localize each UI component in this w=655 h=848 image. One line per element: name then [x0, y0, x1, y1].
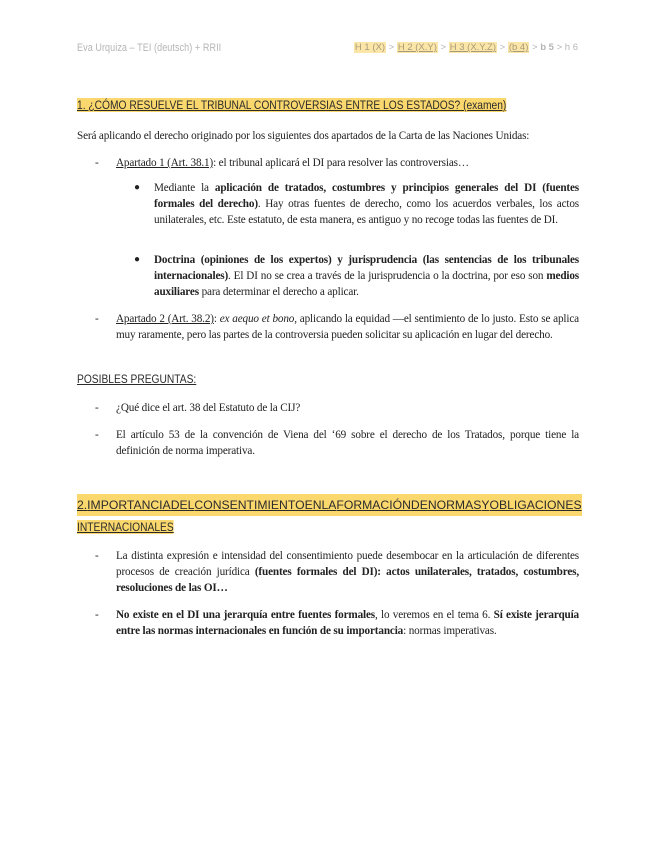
dash-marker: -: [95, 550, 99, 562]
legend-sep: >: [497, 42, 508, 53]
document-page: Eva Urquiza – TEI (deutsch) + RRII H 1 (X) > H 2 (X.Y) > H 3 (X.Y.Z) > (b 4) > b 5 > h 6 1. ¿CÓMO RESUELVE EL TRIBUNAL CONTROVERSIAS ENTRE LOS ESTADOS? (examen) Será aplicando el derecho originado por los siguientes dos apartados de la Carta de las Naciones Unidas: - Apartado 1 (Art. 38.1): el tribunal aplicará el DI para resolver las controversias… ● Mediante la aplicación de tratados, costumbres y principios generales del DI (fuentes formales del derecho). Hay otras fuentes de derecho, como los acuerdos verbales, los actos unilaterales, etc. Este estatuto, de esta manera, es antiguo y no recoge todas las fuentes de DI. ● Doctrina (opiniones de los expertos) y jurisprudencia (las sentencias de los tribunales internacionales). El DI no se crea a través de la jurisprudencia o la doctrina, por eso son medios auxiliares para determinar el derecho a aplicar. - Apartado 2 (Art. 38.2): ex aequo et bono, aplicando la equidad —el sentimiento de lo justo. Esto se aplica muy raramente, pero las partes de la controversia pueden solicitar su aplicación en lugar del derecho. POSIBLES PREGUNTAS: - ¿Qué dice el art. 38 del Estatuto de la CIJ? - El artículo 53 de la convención de Viena del ‘69 sobre el derecho de los Tratados, porque tiene la definición de norma imperativa. 2. IMPORTANCIA DEL CONSENTIMIENTO EN LA FORMACIÓN DE NORMAS Y OBLIGACIONES INTERNACIONALES - La distinta expresión e intensidad del consentimiento puede desembocar en la articulación de diferentes procesos de creación jurídica (fuentes formales del DI): actos unilaterales, tratados, costumbres, resoluciones de las OI… - No existe en el DI una jerarquía entre fuentes formales, lo veremos en el tema 6. Sí existe jerarquía entre las normas internacionales en función de su importancia: normas imperativas.: [77, 42, 582, 637]
legend-sep: >: [386, 42, 397, 53]
section1-heading: [77, 98, 506, 112]
bullet-marker: ●: [134, 254, 140, 265]
apartado1-link[interactable]: Apartado 1 (Art. 38.1): [116, 157, 214, 169]
dash-marker: -: [95, 429, 99, 441]
legend-h1: H 1 (X): [354, 42, 386, 53]
dash-marker: -: [95, 402, 99, 414]
dash-marker: -: [95, 609, 99, 621]
header-author: Eva Urquiza – TEI (deutsch) + RRII: [77, 42, 222, 54]
section1-title: 1. ¿CÓMO RESUELVE EL TRIBUNAL CONTROVERSIAS ENTRE LOS ESTADOS? (examen): [77, 98, 507, 112]
legend-sep: >: [553, 42, 565, 53]
dash-marker: -: [95, 313, 99, 325]
legend-h4: (b 4): [508, 42, 529, 53]
section2-heading: [77, 494, 582, 538]
section2-title-line1: 2. IMPORTANCIA DEL CONSENTIMIENTO EN LA FORMACIÓN DE NORMAS Y OBLIGACIONES: [77, 494, 579, 516]
header-heading-legend: [354, 42, 578, 53]
legend-h3: H 3 (X.Y.Z): [449, 42, 497, 53]
bullet-marker: ●: [134, 182, 140, 193]
section2-title-line2: INTERNACIONALES: [77, 520, 174, 534]
list-item-apartado1: - Apartado 1 (Art. 38.1): el tribunal aplicará el DI para resolver las controversias…: [95, 157, 469, 169]
section1-intro: Será aplicando el derecho originado por los siguientes dos apartados de la Carta de las Naciones Unidas:: [77, 130, 530, 142]
dash-marker: -: [95, 157, 99, 169]
legend-sep: >: [437, 42, 449, 53]
legend-h6: h 6: [564, 42, 578, 53]
apartado2-link[interactable]: Apartado 2 (Art. 38.2): [116, 313, 214, 325]
legend-h5: b 5: [540, 42, 554, 53]
legend-h2: H 2 (X.Y): [397, 42, 437, 53]
legend-sep: >: [529, 42, 541, 53]
posibles-heading: POSIBLES PREGUNTAS:: [77, 372, 197, 386]
